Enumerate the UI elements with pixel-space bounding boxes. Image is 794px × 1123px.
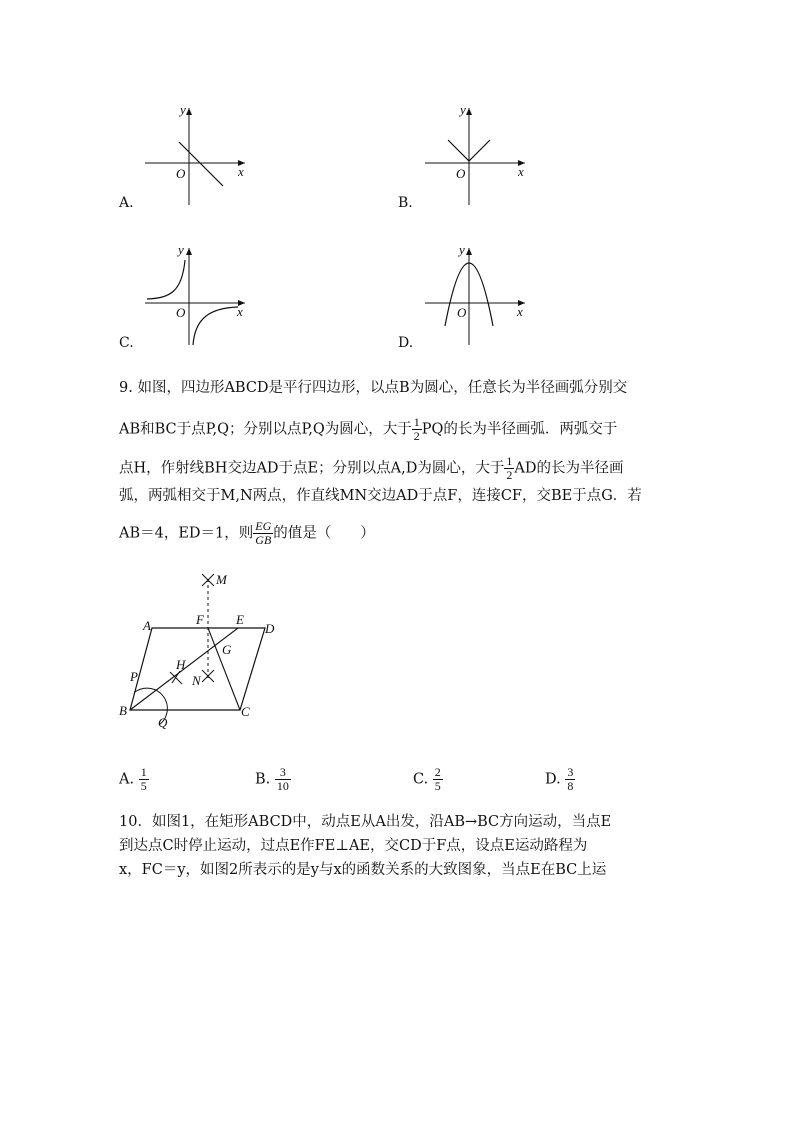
q9-line4: 弧，两弧相交于M,N两点，作直线MN交边AD于点F，连接CF，交BE于点G．若 <box>119 488 642 504</box>
q9-half-fraction: $\frac{1}{2}$ <box>413 415 420 443</box>
q9-line3 <box>119 455 623 482</box>
q9-label-p: P <box>130 669 138 684</box>
option-c-label: C. <box>119 335 134 351</box>
q9-label-g: G <box>222 642 232 657</box>
q9-choice-b: B. $\frac{3}{10}$ <box>255 765 289 793</box>
graph-a <box>140 100 250 210</box>
q9-choice-a: A. $\frac{1}{5}$ <box>119 765 147 793</box>
graph-d-x-label: x <box>517 304 523 319</box>
q9-line5b: 的值是（ ） <box>273 525 375 542</box>
graph-c <box>140 240 250 350</box>
graph-c-x-label: x <box>237 304 243 319</box>
q9-line5a: AB＝4，ED＝1，则 <box>119 525 254 542</box>
graph-b-origin-label: O <box>456 166 466 181</box>
graph-b-x-label: x <box>518 164 524 179</box>
graph-d-y-label: y <box>459 242 465 257</box>
q9-line2 <box>119 416 617 443</box>
q10-line2: 到达点C时停止运动，过点E作FE⊥AE，交CD于F点，设点E运动路程为 <box>119 838 588 854</box>
graph-b-y-label: y <box>460 102 466 117</box>
q9-choice-c: C. $\frac{2}{5}$ <box>413 765 441 793</box>
q9-line3b: AD的长为半径画 <box>514 460 624 477</box>
q10-line3: x，FC＝y，如图2所表示的是y与x的函数关系的大致图象，当点E在BC上运 <box>119 862 607 878</box>
q9-label-b: B <box>119 703 127 718</box>
q9-label-d: D <box>265 621 275 636</box>
graph-c-origin-label: O <box>176 305 186 320</box>
graph-b <box>420 100 530 210</box>
graph-a-y-label: y <box>180 102 186 117</box>
q9-label-f: F <box>196 612 204 627</box>
graph-a-x-label: x <box>238 164 244 179</box>
q9-parallelogram-figure <box>110 565 290 735</box>
graph-d <box>420 240 530 350</box>
option-a-label: A. <box>119 195 134 211</box>
q9-line2b: PQ的长为半径画弧．两弧交于 <box>421 421 618 438</box>
q9-label-m: M <box>216 572 227 587</box>
q9-ratio-fraction: $\frac{EG}{GB}$ <box>255 519 272 547</box>
q9-line5 <box>119 520 375 547</box>
q9-label-n: N <box>192 673 201 688</box>
graph-d-origin-label: O <box>457 305 467 320</box>
q9-choice-d: D. $\frac{3}{8}$ <box>545 765 574 793</box>
q9-label-e: E <box>236 612 244 627</box>
graph-a-origin-label: O <box>176 166 186 181</box>
q9-half-fraction-2: $\frac{1}{2}$ <box>506 454 513 482</box>
q9-line2a: AB和BC于点P,Q；分别以点P,Q为圆心，大于 <box>119 421 412 438</box>
q9-label-q: Q <box>158 715 168 730</box>
q9-label-h: H <box>176 657 186 672</box>
graph-c-y-label: y <box>178 242 184 257</box>
option-b-label: B. <box>398 195 413 211</box>
q10-line1: 10．如图1，在矩形ABCD中，动点E从A出发，沿AB→BC方向运动，当点E <box>119 814 612 830</box>
q9-line3a: 点H，作射线BH交边AD于点E；分别以点A,D为圆心，大于 <box>119 460 505 477</box>
q9-line1: 9. 如图，四边形ABCD是平行四边形，以点B为圆心，任意长为半径画弧分别交 <box>119 380 628 396</box>
q9-label-a: A <box>143 618 151 633</box>
q9-label-c: C <box>241 704 250 719</box>
option-d-label: D. <box>398 335 414 351</box>
